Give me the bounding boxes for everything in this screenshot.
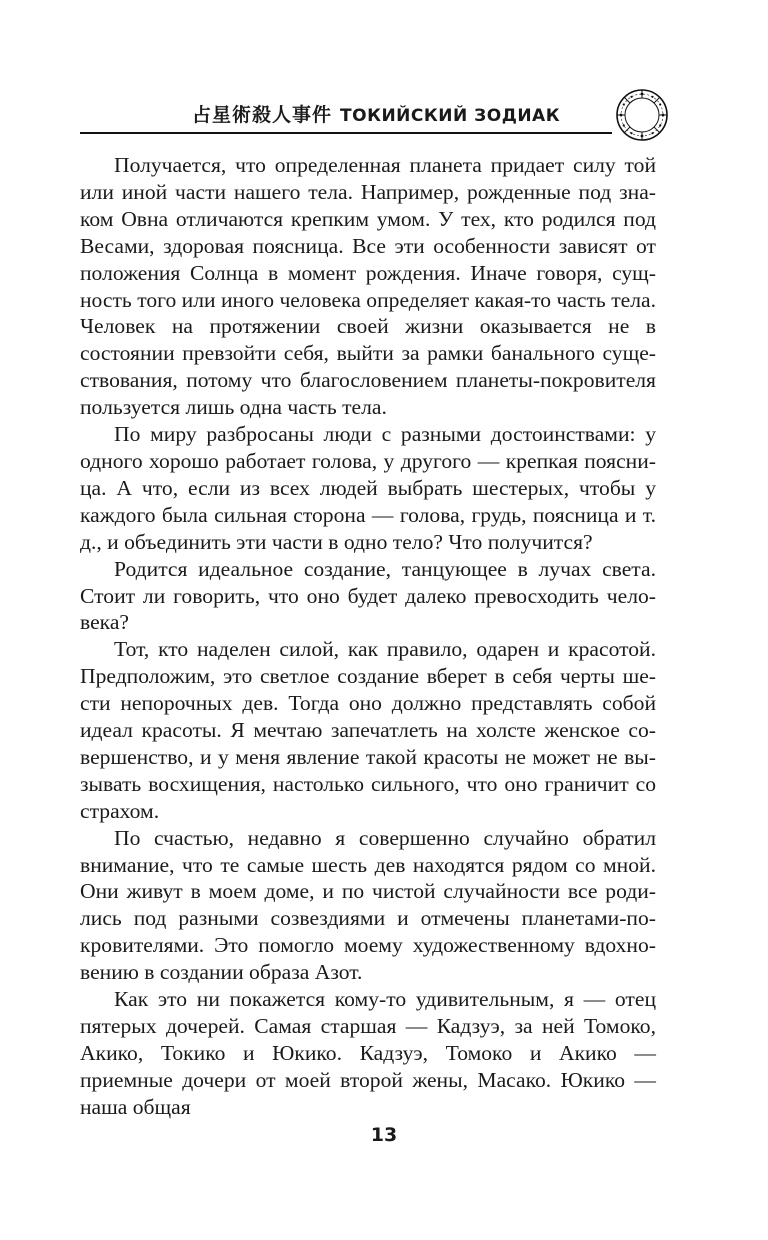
header-rule bbox=[80, 132, 612, 134]
paragraph: Тот, кто наделен силой, как правило, одарен и красотой. Предположим, это светлое создание вберет в себя черты шести непорочных дев. Тогда оно должно представлять собой идеал красоты. Я мечтаю запечатлеть на холсте женское совершенство, и у меня явление такой красоты не может не вызывать восхищения, настолько сильного, что оно граничит со страхом. bbox=[80, 637, 656, 823]
paragraph: Получается, что определенная планета придает силу той или иной части нашего тела. Например, рожденные под знаком Овна отличаются крепким умом. У тех, кто родился под Весами, здоровая поясница. Все эти особенности зависят от положения Солнца в момент рождения. Иначе говоря, сущность того или иного человека определяет какая-то часть тела. Человек на протяжении своей жизни оказывается не в состоянии превзойти себя, выйти за рамки банального существования, потому что благословением планеты-покровителя пользуется лишь одна часть тела. bbox=[80, 153, 656, 420]
zodiac-wheel-icon bbox=[613, 86, 671, 144]
paragraph: По миру разбросаны люди с разными достоинствами: у одного хорошо работает голова, у другого — крепкая поясница. А что, если из всех людей выбрать шестерых, чтобы у каждого была сильная сторона — голова, грудь, поясница и т. д., и объединить эти части в одно тело? Что получится? bbox=[80, 422, 656, 554]
header-title bbox=[192, 104, 560, 127]
running-header bbox=[80, 86, 686, 134]
paragraph: Как это ни покажется кому-то удивительным, я — отец пятерых дочерей. Самая старшая — Кадзуэ, за ней Томоко, Акико, Токико и Юкико. Кадзуэ, Томоко и Акико — приемные дочери от моей второй жены, Масако. Юкико — наша общая bbox=[80, 987, 656, 1119]
paragraph: По счастью, недавно я совершенно случайно обратил внимание, что те самые шесть дев находятся рядом со мной. Они живут в моем доме, и по чистой случайности все родились под разными созвездиями и отмечены планетами-покровителями. Это помогло моему художественному вдохновению в создании образа Азот. bbox=[80, 825, 656, 985]
body-text bbox=[80, 152, 656, 1121]
paragraph: Родится идеальное создание, танцующее в лучах света. Стоит ли говорить, что оно будет далеко превосходить человека? bbox=[80, 556, 656, 635]
book-title-japanese: 占星術殺人事件 bbox=[192, 104, 333, 126]
page-number: 13 bbox=[370, 1124, 398, 1146]
book-title-russian: ТОКИЙСКИЙ ЗОДИАК bbox=[340, 106, 561, 126]
